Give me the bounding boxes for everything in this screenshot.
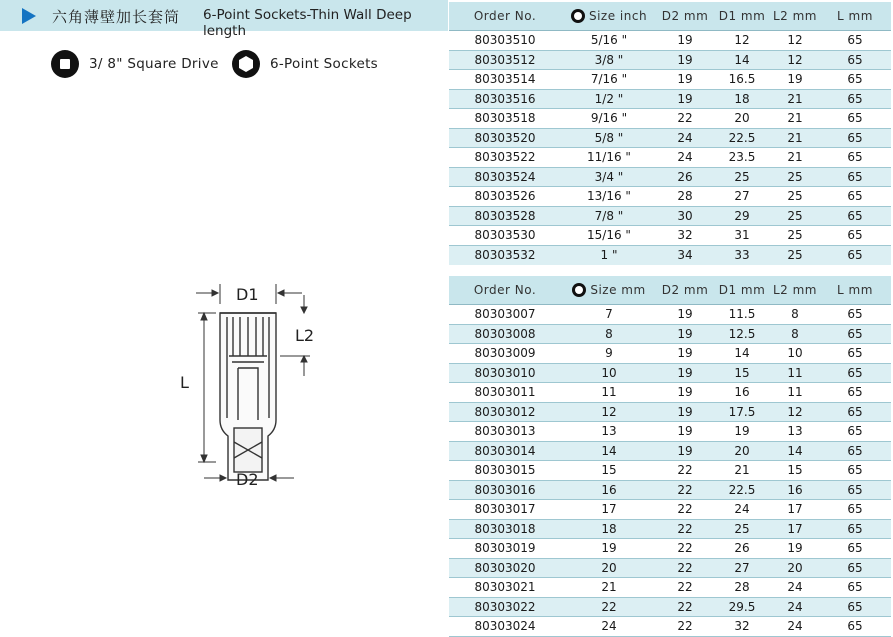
table-cell: 19: [601, 541, 617, 556]
table-cell: 65: [847, 541, 863, 556]
table-cell: 19: [677, 52, 693, 67]
table-cell: 22.5: [728, 130, 756, 145]
table-cell: 65: [847, 307, 863, 322]
table-cell: 80303022: [474, 599, 536, 614]
table-row: [449, 364, 891, 384]
triangle-marker-icon: [22, 8, 36, 24]
table-cell: 80303510: [474, 33, 536, 48]
table-cell: 22: [677, 521, 693, 536]
table-cell: 65: [847, 346, 863, 361]
label-l: L: [180, 373, 189, 392]
col-size: [561, 283, 657, 297]
table-cell: 7/16 ": [590, 72, 628, 87]
table-cell: 5/8 ": [594, 130, 624, 145]
title-english: 6-Point Sockets-Thin Wall Deep length: [203, 7, 412, 39]
table-cell: 24: [787, 619, 803, 634]
table-cell: 19: [787, 541, 803, 556]
table-cell: 22: [677, 619, 693, 634]
table-cell: 23.5: [728, 150, 756, 165]
table-cell: 25: [787, 248, 803, 263]
table-cell: 16: [734, 385, 750, 400]
table-cell: 25: [787, 189, 803, 204]
col-d1: D1 mm: [718, 9, 766, 23]
table-cell: 11: [787, 385, 803, 400]
table-cell: 27: [734, 560, 750, 575]
table-row: [449, 617, 891, 637]
table-cell: 16.5: [728, 72, 756, 87]
table-cell: 80303021: [474, 580, 536, 595]
col-order-no: Order No.: [473, 9, 537, 23]
table-cell: 7: [605, 307, 613, 322]
table-row: [449, 246, 891, 266]
table-cell: 1/2 ": [594, 91, 624, 106]
table-cell: 19: [677, 33, 693, 48]
six-point-label: 6-Point Sockets: [270, 56, 378, 72]
table-cell: 22: [677, 502, 693, 517]
table-cell: 1 ": [600, 248, 618, 263]
table-cell: 16: [601, 482, 617, 497]
table-cell: 80303530: [474, 228, 536, 243]
table-cell: 32: [677, 228, 693, 243]
table-cell: 65: [847, 521, 863, 536]
inch-table-header: [449, 2, 891, 31]
table-cell: 65: [847, 228, 863, 243]
table-cell: 19: [677, 91, 693, 106]
table-cell: 80303010: [474, 365, 536, 380]
table-row: [449, 305, 891, 325]
table-cell: 80303019: [474, 541, 536, 556]
table-row: [449, 109, 891, 129]
table-cell: 80303526: [474, 189, 536, 204]
table-cell: 17: [601, 502, 617, 517]
table-cell: 3/8 ": [594, 52, 624, 67]
table-cell: 65: [847, 33, 863, 48]
col-l2: L2 mm: [772, 9, 817, 23]
table-cell: 28: [734, 580, 750, 595]
col-order-no: Order No.: [473, 283, 537, 297]
table-cell: 80303514: [474, 72, 536, 87]
table-row: [449, 500, 891, 520]
table-cell: 22: [601, 599, 617, 614]
table-cell: 22: [677, 111, 693, 126]
table-row: [449, 383, 891, 403]
col-l: L mm: [837, 9, 873, 23]
table-cell: 15: [601, 463, 617, 478]
table-cell: 13: [601, 424, 617, 439]
table-cell: 80303520: [474, 130, 536, 145]
table-cell: 80303016: [474, 482, 536, 497]
table-cell: 19: [677, 424, 693, 439]
table-cell: 65: [847, 424, 863, 439]
mm-size-table: [449, 276, 891, 637]
table-cell: 5/16 ": [590, 33, 628, 48]
table-cell: 24: [734, 502, 750, 517]
table-cell: 80303014: [474, 443, 536, 458]
table-cell: 7/8 ": [594, 208, 624, 223]
table-cell: 25: [734, 169, 750, 184]
table-cell: 11/16 ": [587, 150, 631, 165]
table-cell: 24: [677, 130, 693, 145]
col-l: L mm: [837, 283, 873, 297]
table-cell: 19: [677, 385, 693, 400]
table-cell: 65: [847, 385, 863, 400]
table-cell: 65: [847, 502, 863, 517]
table-row: [449, 461, 891, 481]
socket-dimension-diagram: [180, 270, 340, 500]
table-cell: 30: [677, 208, 693, 223]
table-cell: 12: [787, 33, 803, 48]
col-l2: L2 mm: [772, 283, 817, 297]
table-cell: 80303011: [474, 385, 536, 400]
table-cell: 24: [787, 599, 803, 614]
table-row: [449, 578, 891, 598]
title-chinese: 六角薄壁加长套筒: [52, 8, 181, 26]
table-cell: 22: [677, 541, 693, 556]
legend-square-drive: [51, 50, 219, 78]
table-row: [449, 51, 891, 71]
table-cell: 65: [847, 189, 863, 204]
table-cell: 19: [677, 365, 693, 380]
table-cell: 80303013: [474, 424, 536, 439]
table-cell: 26: [677, 169, 693, 184]
table-cell: 80303009: [474, 346, 536, 361]
inch-size-table: [449, 2, 891, 265]
table-cell: 65: [847, 72, 863, 87]
table-cell: 16: [787, 482, 803, 497]
table-row: [449, 403, 891, 423]
table-cell: 65: [847, 326, 863, 341]
label-l2: L2: [295, 326, 315, 345]
table-cell: 25: [734, 521, 750, 536]
hex-socket-icon: [232, 50, 260, 78]
table-cell: 21: [787, 130, 803, 145]
mm-table-body: [449, 305, 891, 637]
table-cell: 65: [847, 482, 863, 497]
table-row: [449, 31, 891, 51]
table-cell: 22: [677, 463, 693, 478]
table-cell: 65: [847, 91, 863, 106]
table-cell: 14: [734, 346, 750, 361]
table-cell: 3/4 ": [594, 169, 624, 184]
table-cell: 15: [734, 365, 750, 380]
col-d1: D1 mm: [718, 283, 766, 297]
table-cell: 65: [847, 150, 863, 165]
table-cell: 8: [791, 307, 799, 322]
table-cell: 21: [787, 111, 803, 126]
table-cell: 18: [601, 521, 617, 536]
table-cell: 14: [601, 443, 617, 458]
table-cell: 80303528: [474, 208, 536, 223]
table-cell: 11: [787, 365, 803, 380]
table-cell: 65: [847, 208, 863, 223]
table-cell: 20: [734, 111, 750, 126]
table-row: [449, 559, 891, 579]
table-cell: 8: [791, 326, 799, 341]
table-cell: 14: [787, 443, 803, 458]
table-cell: 25: [787, 228, 803, 243]
table-cell: 80303518: [474, 111, 536, 126]
table-cell: 19: [734, 424, 750, 439]
label-d2: D2: [236, 470, 259, 489]
table-cell: 19: [677, 72, 693, 87]
table-cell: 31: [734, 228, 750, 243]
table-cell: 65: [847, 111, 863, 126]
table-row: [449, 129, 891, 149]
square-drive-label: 3/ 8" Square Drive: [89, 56, 219, 72]
col-size: [561, 9, 657, 23]
table-row: [449, 539, 891, 559]
square-drive-icon: [51, 50, 79, 78]
table-cell: 20: [601, 560, 617, 575]
table-cell: 12: [601, 404, 617, 419]
table-row: [449, 344, 891, 364]
table-cell: 80303008: [474, 326, 536, 341]
table-cell: 20: [787, 560, 803, 575]
table-row: [449, 207, 891, 227]
table-cell: 65: [847, 443, 863, 458]
table-cell: 26: [734, 541, 750, 556]
table-cell: 80303017: [474, 502, 536, 517]
table-cell: 24: [601, 619, 617, 634]
hex-socket-icon: [572, 283, 586, 297]
table-cell: 19: [677, 346, 693, 361]
table-cell: 65: [847, 560, 863, 575]
table-cell: 25: [787, 169, 803, 184]
table-cell: 19: [787, 72, 803, 87]
table-cell: 80303007: [474, 307, 536, 322]
table-cell: 65: [847, 52, 863, 67]
inch-table-body: [449, 31, 891, 265]
table-cell: 12: [734, 33, 750, 48]
table-cell: 29: [734, 208, 750, 223]
table-cell: 11: [601, 385, 617, 400]
table-cell: 80303516: [474, 91, 536, 106]
table-cell: 21: [601, 580, 617, 595]
table-row: [449, 520, 891, 540]
header-bar: [0, 0, 448, 39]
table-cell: 17: [787, 521, 803, 536]
table-row: [449, 168, 891, 188]
table-cell: 28: [677, 189, 693, 204]
table-cell: 13/16 ": [587, 189, 631, 204]
table-row: [449, 325, 891, 345]
table-cell: 12: [787, 52, 803, 67]
table-cell: 13: [787, 424, 803, 439]
table-row: [449, 442, 891, 462]
table-cell: 14: [734, 52, 750, 67]
table-row: [449, 70, 891, 90]
table-cell: 19: [677, 443, 693, 458]
table-row: [449, 598, 891, 618]
table-cell: 19: [677, 404, 693, 419]
table-cell: 65: [847, 580, 863, 595]
hex-socket-icon: [571, 9, 585, 23]
legend-6-point: [232, 50, 378, 78]
table-cell: 15: [787, 463, 803, 478]
table-cell: 11.5: [728, 307, 756, 322]
table-cell: 22.5: [728, 482, 756, 497]
table-cell: 21: [787, 150, 803, 165]
table-cell: 80303024: [474, 619, 536, 634]
table-cell: 19: [677, 307, 693, 322]
label-d1: D1: [236, 285, 259, 304]
table-cell: 18: [734, 91, 750, 106]
table-cell: 19: [677, 326, 693, 341]
table-cell: 34: [677, 248, 693, 263]
table-row: [449, 422, 891, 442]
table-cell: 65: [847, 404, 863, 419]
table-cell: 32: [734, 619, 750, 634]
table-cell: 24: [787, 580, 803, 595]
table-row: [449, 148, 891, 168]
table-cell: 12.5: [728, 326, 756, 341]
table-cell: 10: [601, 365, 617, 380]
table-row: [449, 226, 891, 246]
table-cell: 80303512: [474, 52, 536, 67]
col-d2: D2 mm: [661, 283, 709, 297]
col-size-label: Size mm: [590, 283, 646, 297]
table-cell: 80303524: [474, 169, 536, 184]
col-d2: D2 mm: [661, 9, 709, 23]
table-cell: 25: [787, 208, 803, 223]
table-cell: 10: [787, 346, 803, 361]
table-cell: 24: [677, 150, 693, 165]
table-cell: 80303018: [474, 521, 536, 536]
table-cell: 12: [787, 404, 803, 419]
table-cell: 17.5: [728, 404, 756, 419]
socket-drawing: [220, 313, 276, 480]
table-cell: 21: [787, 91, 803, 106]
table-cell: 15/16 ": [587, 228, 631, 243]
table-cell: 27: [734, 189, 750, 204]
table-cell: 65: [847, 169, 863, 184]
table-row: [449, 481, 891, 501]
table-cell: 65: [847, 463, 863, 478]
table-cell: 65: [847, 619, 863, 634]
table-cell: 22: [677, 560, 693, 575]
table-cell: 9: [605, 346, 613, 361]
table-cell: 65: [847, 365, 863, 380]
table-cell: 80303532: [474, 248, 536, 263]
table-cell: 29.5: [728, 599, 756, 614]
col-size-label: Size inch: [588, 9, 648, 23]
table-cell: 65: [847, 599, 863, 614]
table-cell: 80303012: [474, 404, 536, 419]
table-cell: 9/16 ": [590, 111, 628, 126]
table-row: [449, 187, 891, 207]
table-cell: 65: [847, 248, 863, 263]
table-cell: 33: [734, 248, 750, 263]
table-cell: 80303020: [474, 560, 536, 575]
table-cell: 80303522: [474, 150, 536, 165]
table-cell: 20: [734, 443, 750, 458]
table-cell: 22: [677, 482, 693, 497]
mm-table-header: [449, 276, 891, 305]
table-cell: 80303015: [474, 463, 536, 478]
table-cell: 17: [787, 502, 803, 517]
table-cell: 22: [677, 599, 693, 614]
table-cell: 21: [734, 463, 750, 478]
table-cell: 8: [605, 326, 613, 341]
table-cell: 65: [847, 130, 863, 145]
table-cell: 22: [677, 580, 693, 595]
table-row: [449, 90, 891, 110]
